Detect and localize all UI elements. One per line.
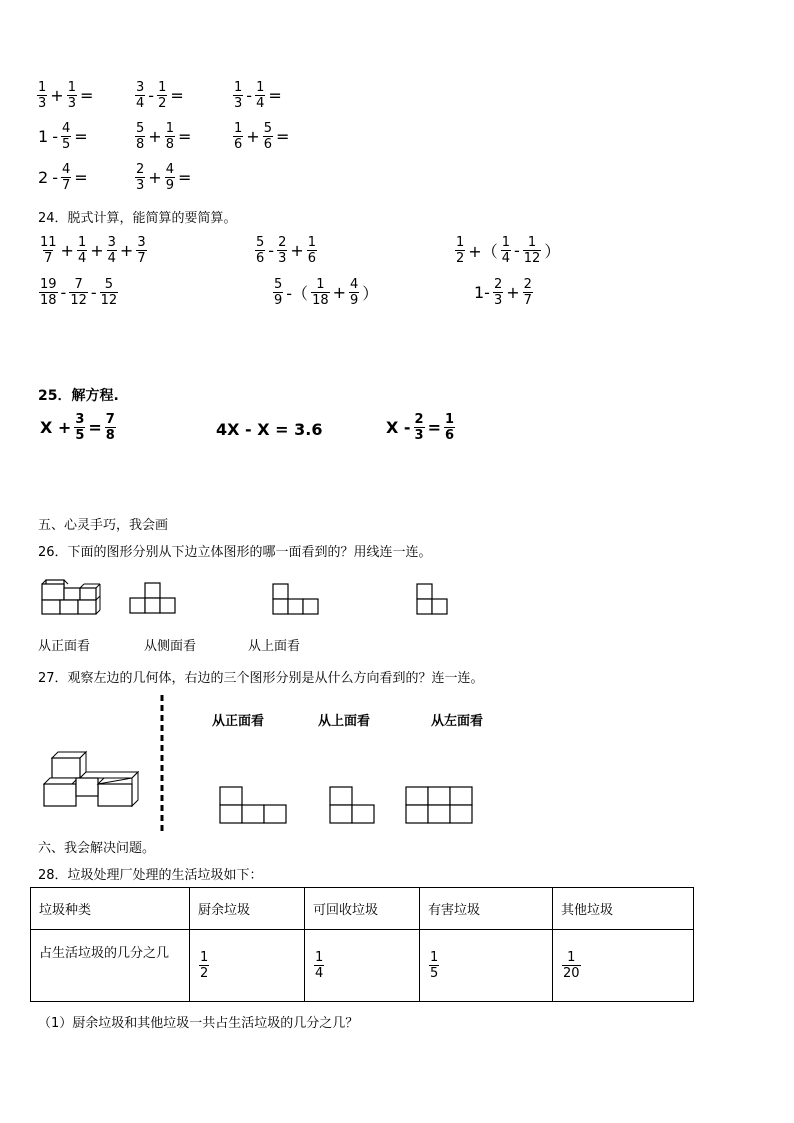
numerator: 5 (136, 121, 145, 136)
q28-title: 28．垃圾处理厂处理的生活垃圾如下： (38, 868, 263, 883)
q27-dashed-divider (160, 695, 164, 835)
denominator: 12 (100, 293, 118, 308)
fraction (61, 121, 71, 152)
numerator: 1 (307, 235, 317, 250)
denominator: 7 (44, 251, 53, 266)
fraction (135, 162, 145, 193)
fraction (255, 235, 265, 266)
numerator: 1 (67, 80, 76, 95)
numerator: 1 (200, 950, 209, 965)
numerator: 1 (234, 121, 243, 136)
operator: - (52, 168, 58, 187)
fraction (501, 235, 511, 266)
operator: - (52, 127, 58, 146)
fraction (74, 412, 85, 443)
denominator: 2 (158, 96, 167, 111)
fraction (263, 121, 273, 152)
fraction (414, 412, 425, 443)
q28-header-row (31, 888, 694, 930)
denominator: 7 (137, 251, 146, 266)
q28-sub-question-1: （1）厨余垃圾和其他垃圾一共占生活垃圾的几分之几？ (38, 1016, 359, 1031)
numerator: 1 (456, 235, 465, 250)
q28-table (30, 887, 694, 1002)
operator: + (90, 241, 104, 260)
numerator: 1 (77, 235, 87, 250)
fraction (273, 277, 283, 308)
q26-title: 26．下面的图形分别从下边立体图形的哪一面看到的？用线连一连。 (38, 545, 432, 560)
operator: + (506, 283, 520, 302)
q23-row-3-item-1 (36, 162, 90, 193)
fraction (135, 121, 145, 152)
q25-title: 25．解方程. (38, 388, 119, 404)
fraction (444, 412, 455, 443)
fraction (37, 80, 47, 111)
q26-label-top: 从上面看 (248, 639, 301, 654)
operator: + (290, 241, 304, 260)
q28-fraction-cell (190, 930, 305, 1002)
denominator: 3 (38, 96, 47, 111)
operator: 1- (474, 283, 490, 302)
fraction (493, 277, 503, 308)
fraction (429, 950, 439, 981)
operator: + (50, 86, 64, 105)
denominator: 7 (523, 293, 532, 308)
operator: 2 (38, 168, 49, 187)
fraction (562, 950, 581, 981)
denominator: 3 (234, 96, 243, 111)
operator: -（ (286, 284, 309, 303)
fraction (233, 121, 243, 152)
fraction (39, 277, 58, 308)
fraction (105, 412, 116, 443)
denominator: 6 (307, 251, 317, 266)
denominator: 20 (563, 966, 580, 981)
q25-eq-2 (214, 420, 324, 439)
numerator: 5 (104, 277, 114, 292)
q26-label-side: 从侧面看 (144, 639, 197, 654)
operator: + (332, 283, 347, 302)
denominator: 6 (234, 137, 243, 152)
numerator: 1 (567, 950, 576, 965)
operator: - (90, 283, 97, 302)
numerator: 3 (136, 80, 145, 95)
denominator: 4 (107, 251, 116, 266)
numerator: 1 (256, 80, 265, 95)
operator: + (148, 127, 162, 146)
numerator: 2 (493, 277, 503, 292)
fraction (107, 235, 117, 266)
fraction (165, 162, 175, 193)
q27-label-left: 从左面看 (431, 714, 484, 729)
operator: + (60, 241, 74, 260)
fraction (523, 277, 533, 308)
q23-row-1-item-2 (134, 80, 186, 111)
numerator: 1 (38, 80, 47, 95)
section-6-heading: 六、我会解决问题。 (38, 841, 156, 856)
q28-fraction-cell (305, 930, 420, 1002)
q23-row-2-item-2 (134, 121, 193, 152)
numerator: 2 (414, 412, 424, 427)
q23-row-1-item-1 (36, 80, 95, 111)
numerator: 2 (136, 162, 145, 177)
denominator: 12 (70, 293, 87, 308)
fraction (135, 80, 145, 111)
operator: 1 (38, 127, 49, 146)
denominator: 6 (263, 137, 272, 152)
q27-view-b (329, 786, 377, 824)
fraction (523, 235, 542, 266)
operator: = (177, 127, 192, 146)
q25-eq-3 (384, 412, 456, 443)
fraction (39, 235, 58, 266)
q28-header-cell: 厨余垃圾 (190, 888, 305, 930)
operator: = (88, 418, 102, 437)
fraction (199, 950, 209, 981)
fraction (233, 80, 243, 111)
fraction (349, 277, 359, 308)
operator: + (246, 127, 260, 146)
numerator: 3 (137, 235, 146, 250)
q23-row-1-item-3 (232, 80, 284, 111)
numerator: 1 (445, 412, 455, 427)
operator: + (119, 241, 134, 260)
numerator: 5 (274, 277, 283, 292)
operator: - (246, 86, 253, 105)
fraction (165, 121, 175, 152)
fraction (67, 80, 77, 111)
q28-header-cell: 有害垃圾 (420, 888, 553, 930)
numerator: 5 (256, 235, 265, 250)
denominator: 3 (493, 293, 503, 308)
q24-expr-6 (472, 277, 534, 308)
numerator: 7 (105, 412, 115, 427)
q24-expr-3 (454, 235, 562, 266)
fraction (69, 277, 88, 308)
fraction (136, 235, 146, 266)
numerator: 2 (523, 277, 532, 292)
operator: - (60, 283, 67, 302)
denominator: 8 (165, 137, 174, 152)
numerator: 4 (165, 162, 174, 177)
operator: = (275, 127, 290, 146)
denominator: 18 (312, 293, 329, 308)
numerator: 4 (61, 121, 71, 136)
operator: + (148, 168, 162, 187)
denominator: 4 (77, 251, 87, 266)
denominator: 8 (105, 428, 115, 443)
denominator: 9 (274, 293, 283, 308)
numerator: 1 (165, 121, 174, 136)
q28-header-cell: 垃圾种类 (31, 888, 190, 930)
operator: = (268, 86, 282, 105)
numerator: 5 (263, 121, 272, 136)
q28-fraction-cell (553, 930, 694, 1002)
operator: = (74, 127, 88, 146)
numerator: 11 (40, 235, 57, 250)
denominator: 2 (456, 251, 465, 266)
denominator: 6 (256, 251, 265, 266)
denominator: 7 (61, 178, 71, 193)
q24-expr-5 (272, 277, 380, 308)
operator: = (427, 418, 441, 437)
numerator: 1 (527, 235, 537, 250)
numerator: 7 (74, 277, 83, 292)
fraction (255, 80, 265, 111)
fraction (100, 277, 119, 308)
fraction (61, 162, 71, 193)
denominator: 3 (136, 178, 145, 193)
fraction (307, 235, 317, 266)
q24-title: 24．脱式计算，能简算的要简算。 (38, 211, 237, 226)
numerator: 3 (75, 412, 85, 427)
q26-solid-figure (40, 578, 102, 616)
fraction (277, 235, 287, 266)
numerator: 1 (430, 950, 439, 965)
operator: = (177, 168, 192, 187)
q27-label-top: 从上面看 (318, 714, 371, 729)
numerator: 4 (61, 162, 71, 177)
operator: - (148, 86, 155, 105)
q26-label-front: 从正面看 (38, 639, 91, 654)
denominator: 8 (136, 137, 145, 152)
numerator: 3 (107, 235, 116, 250)
denominator: 12 (523, 251, 541, 266)
q23-row-3-item-2 (134, 162, 193, 193)
operator: X + (40, 418, 72, 437)
denominator: 4 (501, 251, 510, 266)
q24-expr-1 (38, 235, 148, 266)
numerator: 1 (316, 277, 325, 292)
denominator: 4 (256, 96, 265, 111)
numerator: 2 (278, 235, 287, 250)
q28-data-row (31, 930, 694, 1002)
q26-view-a (130, 582, 178, 616)
q26-view-b (273, 583, 321, 617)
q28-header-cell: 可回收垃圾 (305, 888, 420, 930)
denominator: 9 (350, 293, 359, 308)
section-5-heading: 五、心灵手巧，我会画 (38, 518, 169, 533)
numerator: 1 (158, 80, 167, 95)
operator: 4X - X = 3.6 (216, 420, 323, 439)
q24-expr-4 (38, 277, 119, 308)
operator: = (74, 168, 88, 187)
denominator: 4 (136, 96, 145, 111)
denominator: 5 (430, 966, 439, 981)
denominator: 3 (67, 96, 76, 111)
fraction (455, 235, 465, 266)
denominator: 2 (200, 966, 209, 981)
q27-solid-figure (42, 748, 142, 810)
operator: ） (544, 242, 561, 261)
denominator: 18 (40, 293, 57, 308)
q23-row-2-item-1 (36, 121, 90, 152)
q28-header-cell: 其他垃圾 (553, 888, 694, 930)
q28-fraction-cell (420, 930, 553, 1002)
operator: - (513, 241, 520, 260)
q27-label-front: 从正面看 (212, 714, 265, 729)
fraction (314, 950, 324, 981)
numerator: 1 (315, 950, 324, 965)
denominator: 9 (165, 178, 174, 193)
denominator: 6 (445, 428, 455, 443)
numerator: 19 (40, 277, 57, 292)
q27-view-c (405, 786, 475, 824)
denominator: 3 (278, 251, 287, 266)
fraction (157, 80, 167, 111)
denominator: 4 (315, 966, 324, 981)
numerator: 1 (501, 235, 510, 250)
numerator: 1 (234, 80, 243, 95)
operator: +（ (468, 242, 498, 261)
operator: - (268, 241, 275, 260)
operator: = (79, 86, 94, 105)
q25-eq-1 (38, 412, 117, 443)
fraction (77, 235, 87, 266)
q28-row-label: 占生活垃圾的几分之几 (31, 930, 190, 1002)
numerator: 4 (350, 277, 359, 292)
q27-view-a (219, 786, 289, 824)
q23-row-2-item-3 (232, 121, 291, 152)
denominator: 5 (75, 428, 85, 443)
operator: ） (362, 284, 379, 303)
denominator: 3 (414, 428, 424, 443)
q27-title: 27．观察左边的几何体，右边的三个图形分别是从什么方向看到的？连一连。 (38, 671, 484, 686)
fraction (311, 277, 330, 308)
denominator: 5 (61, 137, 71, 152)
q24-expr-2 (254, 235, 318, 266)
q26-view-c (416, 583, 450, 619)
operator: X - (386, 418, 411, 437)
operator: = (170, 86, 184, 105)
